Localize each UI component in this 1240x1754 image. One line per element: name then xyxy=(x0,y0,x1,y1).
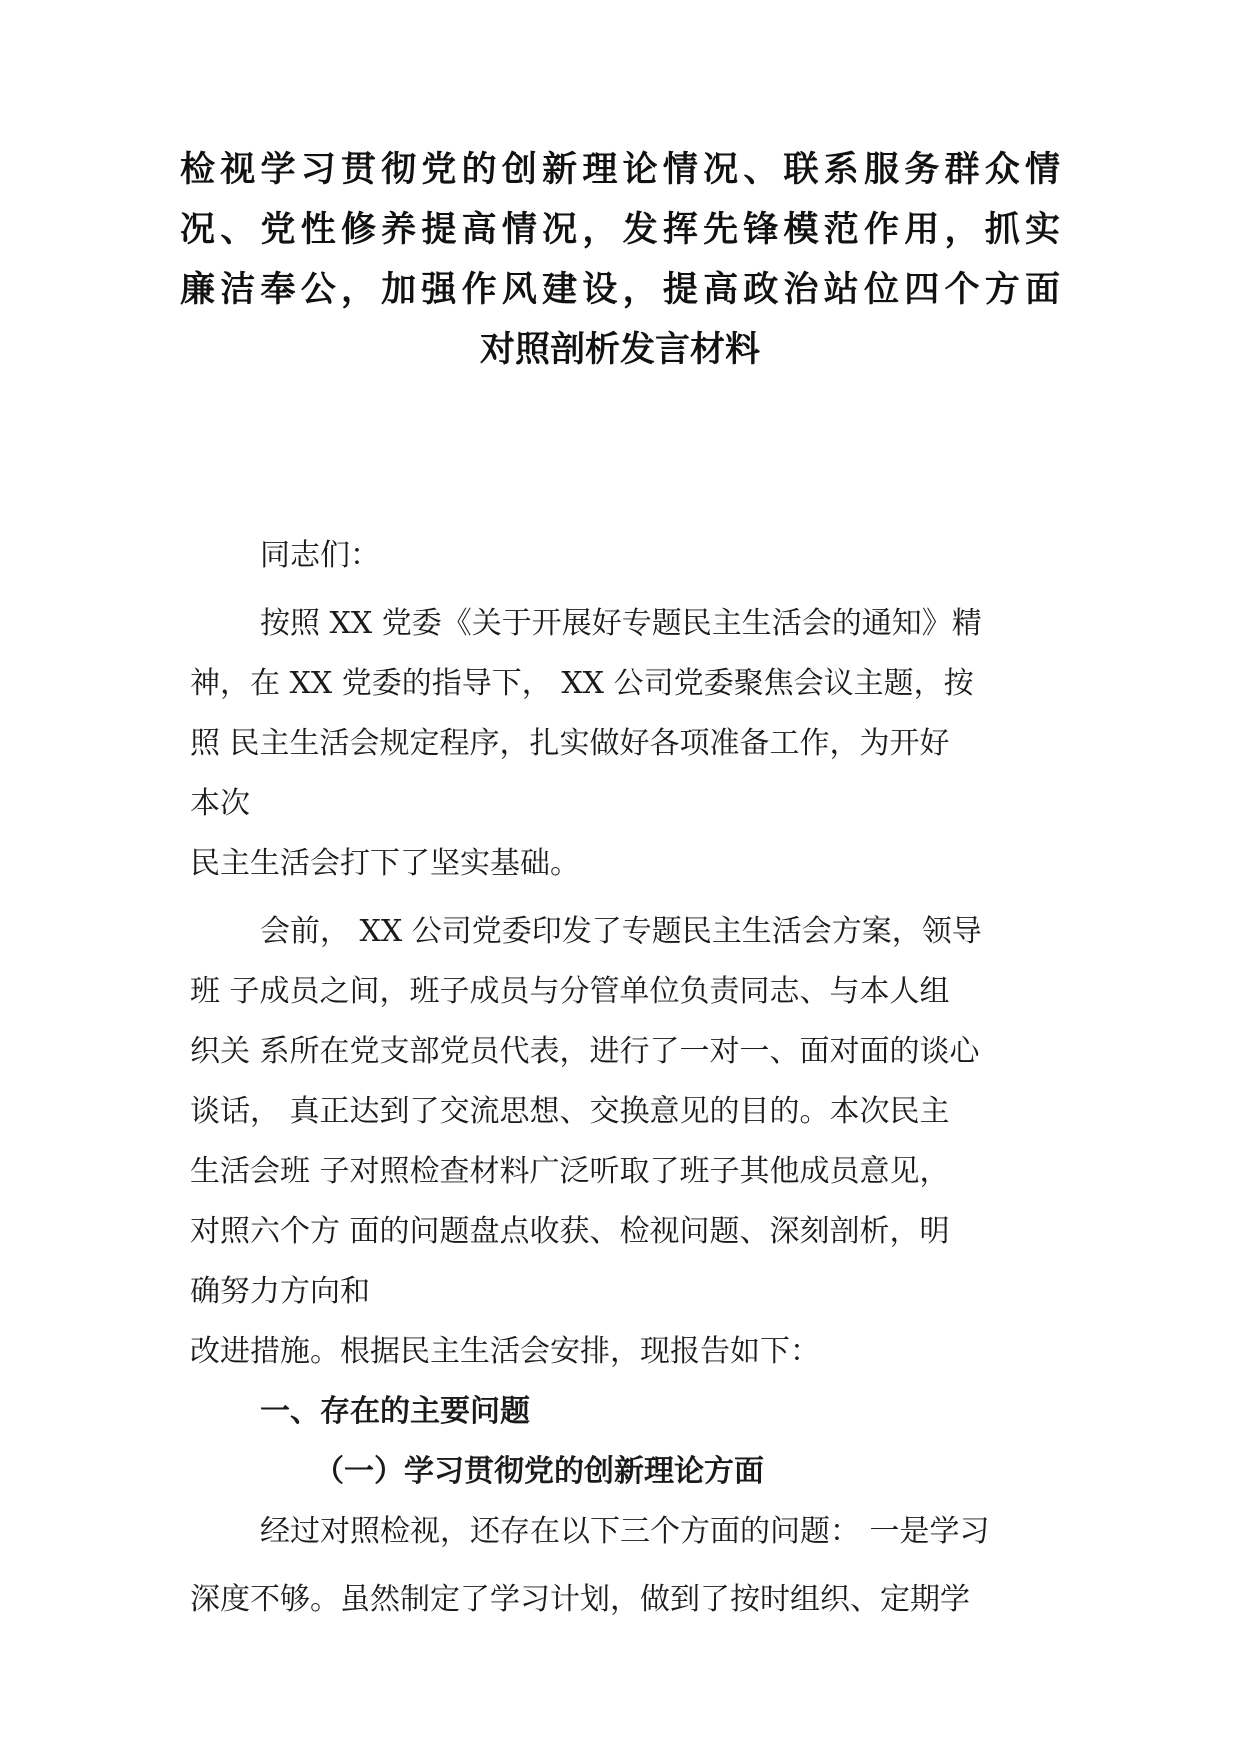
text-line: 本次 xyxy=(190,786,250,821)
subsection-heading: （一）学习贯彻党的创新理论方面 xyxy=(314,1454,764,1489)
text-line: 确努力方向和 xyxy=(190,1274,370,1309)
document-body xyxy=(190,526,1050,1630)
text-line: 神，在 XX 党委的指导下， XX 公司党委聚焦会议主题，按 xyxy=(190,666,974,701)
title-line: 廉洁奉公，加强作风建设，提高政治站位四个方面 xyxy=(180,270,1060,310)
text-line: 会前， XX 公司党委印发了专题民主生活会方案，领导 xyxy=(260,914,982,949)
title-line: 况、党性修养提高情况，发挥先锋模范作用，抓实 xyxy=(180,210,1060,250)
text-line: 班 子成员之间，班子成员与分管单位负责同志、与本人组 xyxy=(190,974,950,1009)
text-line: 深度不够。虽然制定了学习计划，做到了按时组织、定期学 xyxy=(190,1582,970,1617)
text-line: 生活会班 子对照检查材料广泛听取了班子其他成员意见， xyxy=(190,1154,950,1189)
text-line: 民主生活会打下了坚实基础。 xyxy=(190,846,580,881)
title-line: 检视学习贯彻党的创新理论情况、联系服务群众情 xyxy=(180,150,1060,190)
text-line: 谈话， 真正达到了交流思想、交换意见的目的。本次民主 xyxy=(190,1094,950,1129)
title-line: 对照剖析发言材料 xyxy=(479,330,760,370)
text-line: 经过对照检视，还存在以下三个方面的问题： 一是学习 xyxy=(260,1514,990,1549)
text-line: 改进措施。根据民主生活会安排，现报告如下： xyxy=(190,1334,820,1369)
paragraph-3 xyxy=(190,1502,1050,1630)
paragraph-1 xyxy=(190,594,1050,894)
salutation: 同志们： xyxy=(260,538,380,573)
text-line: 按照 XX 党委《关于开展好专题民主生活会的通知》精 xyxy=(260,606,982,641)
paragraph-2 xyxy=(190,902,1050,1382)
text-line: 对照六个方 面的问题盘点收获、检视问题、深刻剖析，明 xyxy=(190,1214,950,1249)
text-line: 织关 系所在党支部党员代表，进行了一对一、面对面的谈心 xyxy=(190,1034,980,1069)
section-heading: 一、存在的主要问题 xyxy=(260,1394,530,1429)
document-title xyxy=(180,140,1060,380)
text-line: 照 民主生活会规定程序，扎实做好各项准备工作，为开好 xyxy=(190,726,950,761)
